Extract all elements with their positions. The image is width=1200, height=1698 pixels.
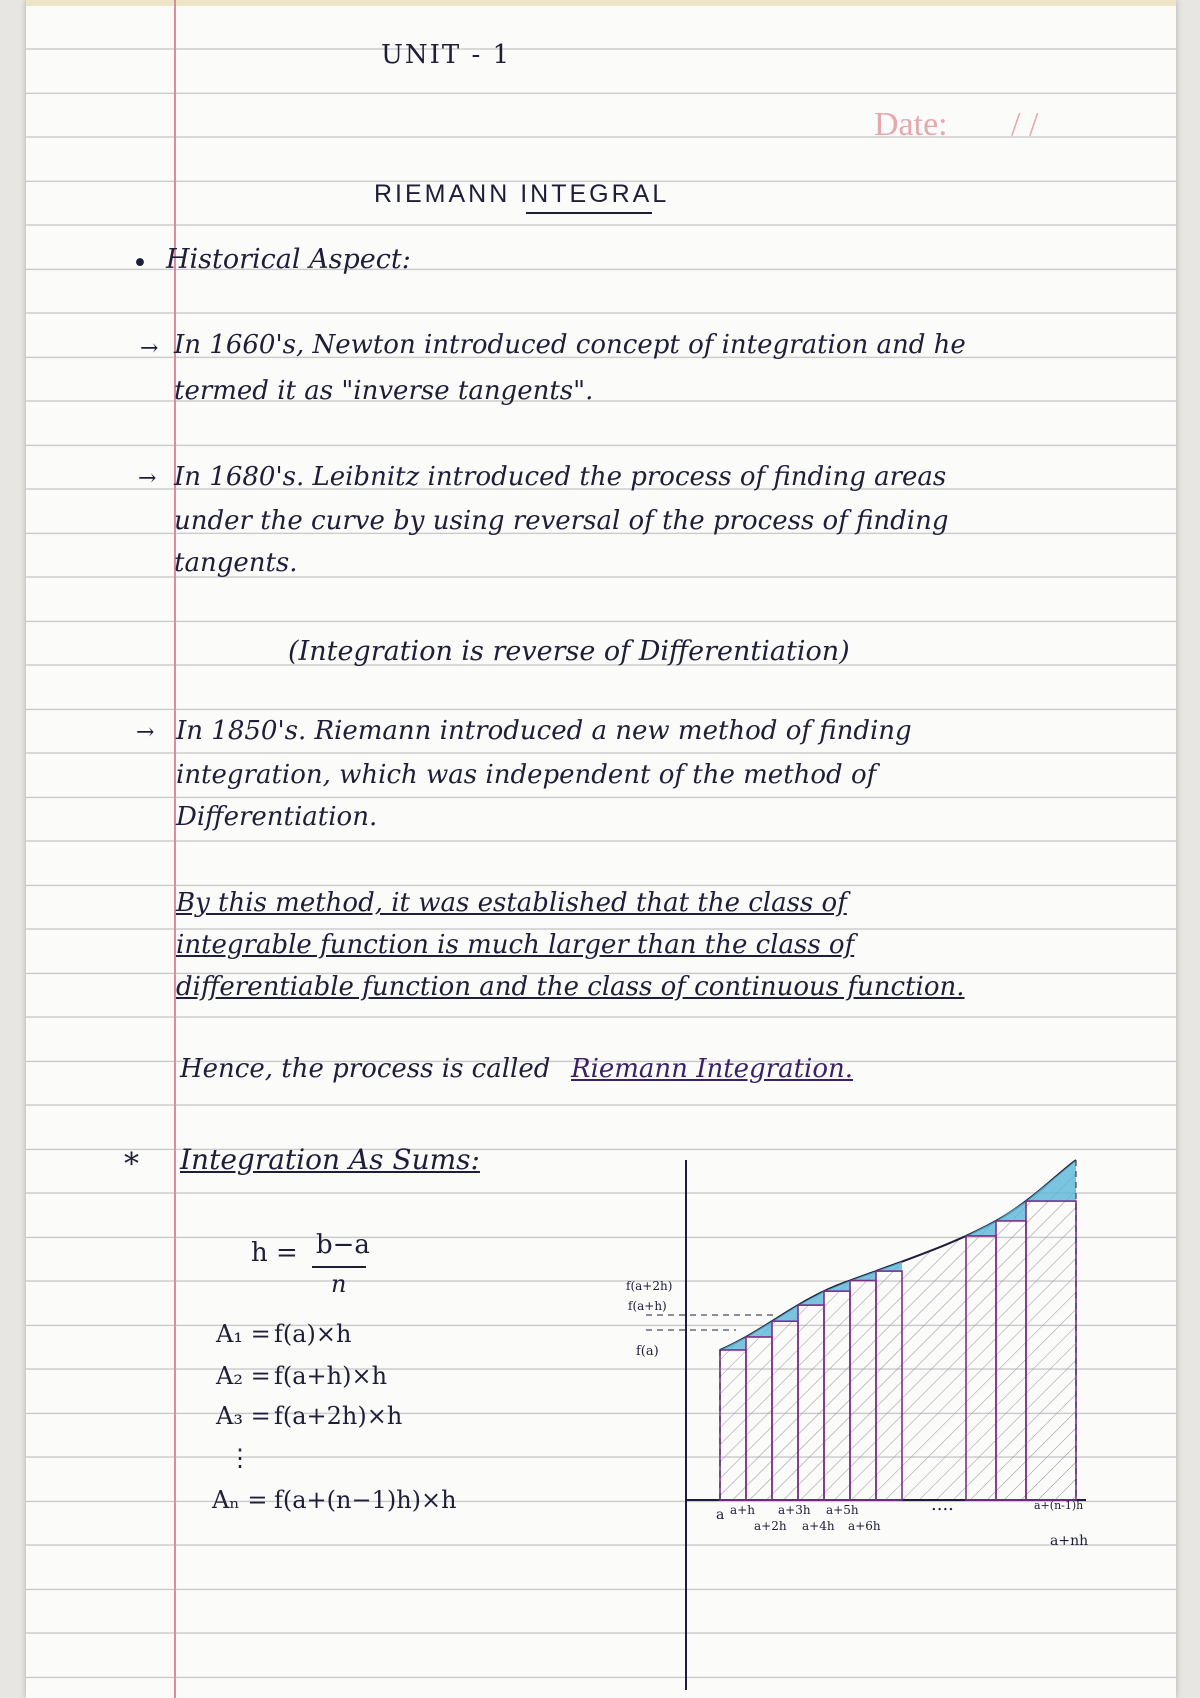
conclusion-text: Hence, the process is called bbox=[180, 1054, 551, 1084]
x-label: a+5h bbox=[826, 1503, 859, 1517]
riemann-integration-term: Riemann Integration. bbox=[571, 1054, 854, 1084]
x-ellipsis: .... bbox=[931, 1494, 954, 1515]
historical-heading: Historical Aspect: bbox=[166, 244, 411, 275]
formula-rhs: f(a+(n−1)h)×h bbox=[274, 1486, 457, 1514]
date-slashes: / / bbox=[1011, 106, 1039, 143]
leibnitz-line-1: In 1680's. Leibnitz introduced the process of finding areas bbox=[174, 462, 947, 492]
formula-rhs: f(a)×h bbox=[274, 1320, 352, 1348]
method-paragraph-line-3: differentiable function and the class of continuous function. bbox=[176, 972, 965, 1002]
formula-rhs: f(a+2h)×h bbox=[274, 1402, 403, 1430]
date-label: Date: bbox=[874, 106, 948, 143]
notebook-page bbox=[26, 0, 1176, 1698]
page-title: RIEMANN INTEGRAL bbox=[374, 180, 670, 208]
newton-line-2: termed it as "inverse tangents". bbox=[174, 376, 594, 406]
h-denominator: n bbox=[331, 1270, 347, 1298]
x-label: a+6h bbox=[848, 1519, 881, 1533]
x-label: a+(n-1)h bbox=[1034, 1499, 1084, 1512]
riemann-line-1: In 1850's. Riemann introduced a new method of finding bbox=[176, 716, 912, 746]
section-bullet: • bbox=[132, 248, 148, 279]
formula-lhs: A₂ = bbox=[216, 1362, 271, 1390]
unit-heading: UNIT - 1 bbox=[381, 40, 512, 70]
riemann-sum-diagram bbox=[26, 0, 1176, 1698]
leibnitz-line-3: tangents. bbox=[174, 548, 298, 578]
x-label: a+2h bbox=[754, 1519, 787, 1533]
integration-note: (Integration is reverse of Differentiation) bbox=[288, 636, 850, 667]
y-label: f(a+h) bbox=[628, 1299, 667, 1313]
formula-lhs: A₁ = bbox=[216, 1320, 271, 1348]
section-star: * bbox=[124, 1147, 139, 1182]
newton-line-1: In 1660's, Newton introduced concept of integration and he bbox=[174, 330, 966, 360]
riemann-line-2: integration, which was independent of the method of bbox=[176, 760, 877, 790]
h-definition-lhs: h = bbox=[251, 1238, 298, 1268]
formula-lhs: Aₙ = bbox=[212, 1486, 268, 1514]
h-numerator: b−a bbox=[316, 1230, 370, 1260]
x-label: a+4h bbox=[802, 1519, 835, 1533]
sums-heading: Integration As Sums: bbox=[180, 1143, 480, 1176]
item-arrow: → bbox=[138, 466, 157, 491]
formula-rhs: f(a+h)×h bbox=[274, 1362, 388, 1390]
item-arrow: → bbox=[136, 720, 155, 745]
x-label: a bbox=[716, 1507, 725, 1523]
x-label: a+h bbox=[730, 1503, 755, 1517]
formula-lhs: A₃ = bbox=[216, 1402, 271, 1430]
y-label: f(a+2h) bbox=[626, 1279, 673, 1293]
formula-ellipsis: ⋮ bbox=[228, 1444, 252, 1472]
x-label: a+nh bbox=[1050, 1533, 1089, 1549]
x-label: a+3h bbox=[778, 1503, 811, 1517]
item-arrow: → bbox=[140, 336, 159, 361]
method-paragraph-line-1: By this method, it was established that the class of bbox=[176, 888, 847, 918]
leibnitz-line-2: under the curve by using reversal of the process of finding bbox=[174, 506, 949, 536]
method-paragraph-line-2: integrable function is much larger than the class of bbox=[176, 930, 855, 960]
riemann-line-3: Differentiation. bbox=[176, 802, 378, 832]
y-label: f(a) bbox=[636, 1344, 659, 1359]
